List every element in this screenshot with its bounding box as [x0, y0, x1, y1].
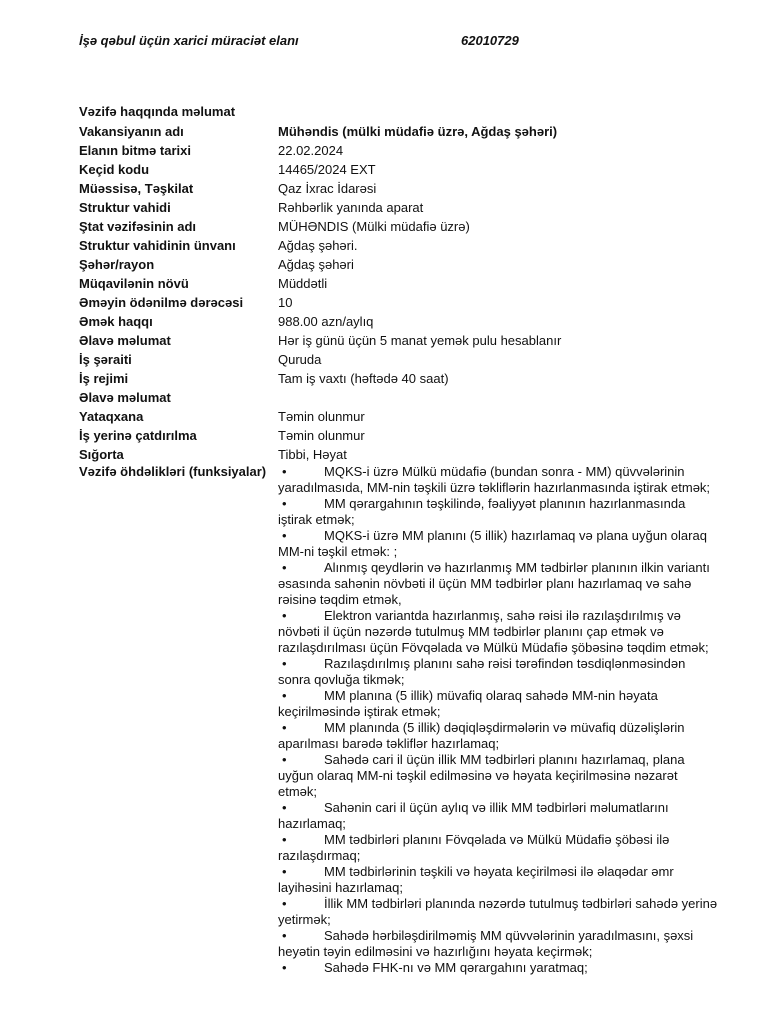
field-label: Keçid kodu [79, 162, 150, 177]
field-value: Rəhbərlik yanında aparat [278, 200, 424, 215]
info-row [79, 160, 719, 179]
info-row [79, 350, 719, 369]
info-row [79, 312, 719, 331]
duty-text: Razılaşdırılmış planını sahə rəisi tərəfindən təsdiqlənməsindən sonra qovluğa tikmək; [278, 656, 686, 687]
field-label: Yataqxana [79, 409, 144, 424]
bullet-icon: • [282, 864, 287, 879]
field-value: Ağdaş şəhəri [278, 257, 354, 272]
field-label: Struktur vahidinin ünvanı [79, 238, 236, 253]
field-value: Qaz İxrac İdarəsi [278, 181, 377, 196]
section-title: Vəzifə haqqında məlumat [79, 104, 236, 119]
field-label: Şəhər/rayon [79, 257, 155, 272]
field-value: Ağdaş şəhəri. [278, 238, 358, 253]
duty-item [278, 720, 718, 752]
duty-item [278, 656, 718, 688]
field-value: Təmin olunmur [278, 428, 365, 443]
document-title: İşə qəbul üçün xarici müraciət elanı [79, 33, 299, 48]
field-label: Vakansiyanın adı [79, 124, 184, 139]
bullet-icon: • [282, 752, 287, 767]
duty-item [278, 688, 718, 720]
info-row [79, 141, 719, 160]
field-label: Ştat vəzifəsinin adı [79, 219, 197, 234]
duty-item [278, 832, 718, 864]
field-label: İş şəraiti [79, 352, 132, 367]
duty-text: MM tədbirləri planını Fövqəlada və Mülkü Müdafiə şöbəsi ilə razılaşdırmaq; [278, 832, 670, 863]
bullet-icon: • [282, 528, 287, 543]
field-value: Müddətli [278, 276, 328, 291]
bullet-icon: • [282, 560, 287, 575]
field-label: İş yerinə çatdırılma [79, 428, 197, 443]
info-row [79, 179, 719, 198]
info-row [79, 426, 719, 445]
field-value: Tibbi, Həyat [278, 447, 347, 462]
duties-list [278, 464, 718, 976]
duty-item [278, 896, 718, 928]
info-row [79, 388, 719, 407]
bullet-icon: • [282, 608, 287, 623]
duty-text: Sahədə cari il üçün illik MM tədbirləri planını hazırlamaq, plana uyğun olaraq MM-ni təşkil edilməsinə və həyata keçirilməsinə nəzarət etmək; [278, 752, 685, 799]
duty-item [278, 752, 718, 800]
duty-item [278, 464, 718, 496]
bullet-icon: • [282, 496, 287, 511]
duty-item [278, 800, 718, 832]
duty-text: MQKS-i üzrə MM planını (5 illik) hazırlamaq və plana uyğun olaraq MM-ni təşkil etmək: ; [278, 528, 707, 559]
field-label: Əməyin ödənilmə dərəcəsi [79, 295, 244, 310]
field-value: 14465/2024 EXT [278, 162, 376, 177]
duty-text: Sahənin cari il üçün aylıq və illik MM tədbirləri məlumatlarını hazırlamaq; [278, 800, 669, 831]
field-label: Müəssisə, Təşkilat [79, 181, 194, 196]
duty-text: İllik MM tədbirləri planında nəzərdə tutulmuş tədbirləri sahədə yerinə yetirmək; [278, 896, 718, 927]
field-value: Quruda [278, 352, 322, 367]
duty-text: MQKS-i üzrə Mülkü müdafiə (bundan sonra - MM) qüvvələrinin yaradılmasıda, MM-nin təşkili üzrə təkliflərin hazırlanmasında iştirak etmək; [278, 464, 711, 495]
bullet-icon: • [282, 928, 287, 943]
field-label: Elanın bitmə tarixi [79, 143, 191, 158]
info-row [79, 274, 719, 293]
bullet-icon: • [282, 832, 287, 847]
duty-text: Sahədə hərbiləşdirilməmiş MM qüvvələrinin yaradılmasını, şəxsi heyətin təyin edilməsini və hazırlığını həyata keçirmək; [278, 928, 694, 959]
duty-item [278, 496, 718, 528]
field-value: Tam iş vaxtı (həftədə 40 saat) [278, 371, 449, 386]
duty-text: MM tədbirlərinin təşkili və həyata keçirilməsi ilə əlaqədar əmr layihəsini hazırlamaq; [278, 864, 674, 895]
field-label: Struktur vahidi [79, 200, 171, 215]
bullet-icon: • [282, 464, 287, 479]
duty-item [278, 560, 718, 608]
duty-item [278, 528, 718, 560]
duty-item [278, 864, 718, 896]
field-label: Əlavə məlumat [79, 333, 171, 348]
info-row [79, 407, 719, 426]
duty-item [278, 960, 718, 976]
info-row [79, 255, 719, 274]
field-label: Sığorta [79, 447, 124, 462]
info-row [79, 198, 719, 217]
duty-text: MM planına (5 illik) müvafiq olaraq sahədə MM-nin həyata keçirilməsində iştirak etmək; [278, 688, 658, 719]
info-row [79, 331, 719, 350]
info-row [79, 293, 719, 312]
duty-text: MM planında (5 illik) dəqiqləşdirmələrin və müvafiq düzəlişlərin aparılması barədə təkliflər hazırlamaq; [278, 720, 685, 751]
duty-text: Sahədə FHK-nı və MM qərargahını yaratmaq; [324, 960, 588, 975]
field-label: Əlavə məlumat [79, 390, 171, 405]
bullet-icon: • [282, 800, 287, 815]
duty-item [278, 608, 718, 656]
field-value: Hər iş günü üçün 5 manat yemək pulu hesablanır [278, 333, 562, 348]
document-code: 62010729 [461, 33, 519, 48]
field-value: Təmin olunmur [278, 409, 365, 424]
info-row [79, 445, 719, 464]
bullet-icon: • [282, 656, 287, 671]
duty-text: MM qərargahının təşkilində, fəaliyyət planının hazırlanmasında iştirak etmək; [278, 496, 686, 527]
info-row [79, 217, 719, 236]
duty-text: Elektron variantda hazırlanmış, sahə rəisi ilə razılaşdırılmış və növbəti il üçün nəzərdə tutulmuş MM tədbirlər planını çap etmək və razılaşdırılması üçün Fövqəlada və Mülkü Müdafiə şöbəsinə təqdim etmək; [278, 608, 709, 655]
bullet-icon: • [282, 720, 287, 735]
duties-label: Vəzifə öhdəlikləri (funksiyalar) [79, 464, 267, 479]
bullet-icon: • [282, 688, 287, 703]
field-value: 22.02.2024 [278, 143, 344, 158]
field-value: MÜHƏNDIS (Mülki müdafiə üzrə) [278, 219, 470, 234]
bullet-icon: • [282, 960, 287, 975]
duty-text: Alınmış qeydlərin və hazırlanmış MM tədbirlər planının ilkin variantı əsasında sahənin növbəti il üçün MM tədbirlər planı hazırlamaq və sahə rəisinə təqdim etmək, [278, 560, 710, 607]
field-label: Müqavilənin növü [79, 276, 189, 291]
info-row [79, 122, 719, 141]
field-label: Əmək haqqı [79, 314, 153, 329]
field-value: Mühəndis (mülki müdafiə üzrə, Ağdaş şəhəri) [278, 124, 558, 139]
duty-item [278, 928, 718, 960]
field-value: 988.00 azn/aylıq [278, 314, 374, 329]
info-row [79, 236, 719, 255]
field-label: İş rejimi [79, 371, 129, 386]
bullet-icon: • [282, 896, 287, 911]
info-row [79, 369, 719, 388]
info-table [79, 122, 719, 464]
field-value: 10 [278, 295, 293, 310]
